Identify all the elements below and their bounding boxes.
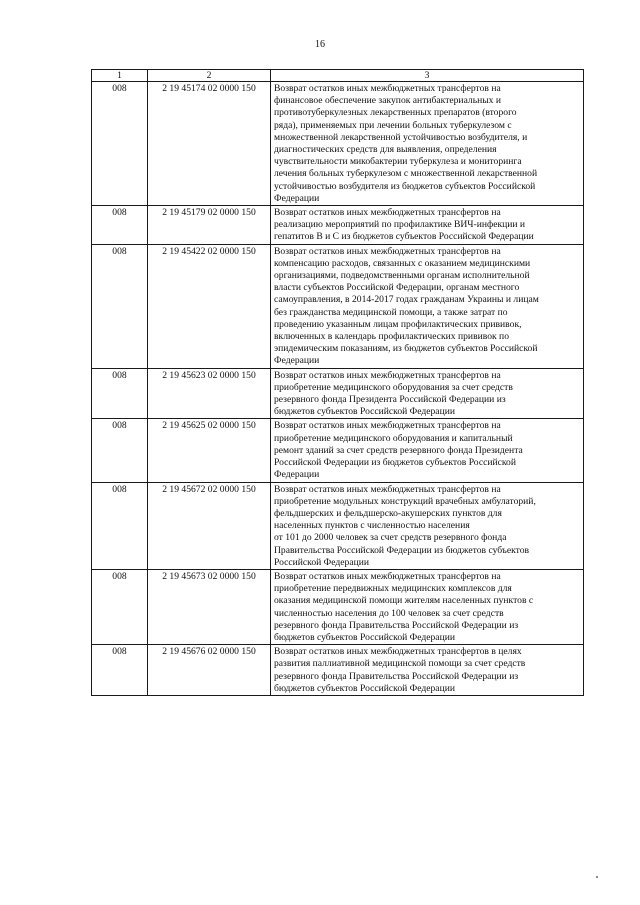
revenue-name-line: Российской Федерации из бюджетов субъектов Российской	[274, 457, 516, 469]
revenue-name-line: Возврат остатков иных межбюджетных трансфертов на	[274, 483, 501, 495]
budget-codes-table	[91, 69, 584, 696]
table-row	[92, 82, 584, 206]
revenue-name-line: компенсацию расходов, связанных с оказанием медицинскими	[274, 257, 531, 269]
revenue-name-cell	[271, 368, 584, 419]
revenue-name-line: развития паллиативной медицинской помощи за счет средств	[274, 658, 526, 670]
revenue-name-line: ряда), применяемых при лечении больных туберкулезом с	[274, 119, 512, 131]
revenue-name-line: Возврат остатков иных межбюджетных трансфертов на	[274, 570, 501, 582]
revenue-name-line: ремонт зданий за счет средств резервного фонда Президента	[274, 444, 523, 456]
revenue-name-line: диагностических средств для выявления, определения	[274, 144, 497, 156]
budget-code-cell: 2 19 45625 02 0000 150	[148, 419, 271, 482]
revenue-name-cell	[271, 244, 584, 368]
revenue-name-line: Возврат остатков иных межбюджетных трансфертов на	[274, 420, 501, 432]
revenue-name-line: Возврат остатков иных межбюджетных трансфертов на	[274, 207, 501, 219]
column-header-1: 1	[92, 70, 148, 82]
budget-code-cell: 2 19 45672 02 0000 150	[148, 482, 271, 569]
revenue-name-line: приобретение передвижных медицинских комплексов для	[274, 583, 512, 595]
revenue-name-line: финансовое обеспечение закупок антибактериальных и	[274, 95, 501, 107]
budget-code-cell: 2 19 45676 02 0000 150	[148, 645, 271, 696]
revenue-name-line: бюджетов субъектов Российской Федерации	[274, 682, 455, 694]
revenue-name-cell	[271, 645, 584, 696]
column-header-3: 3	[271, 70, 584, 82]
chapter-code-cell: 008	[92, 569, 148, 644]
page-number: 16	[315, 39, 325, 50]
budget-code-cell: 2 19 45673 02 0000 150	[148, 569, 271, 644]
revenue-name-line: чувствительности микобактерии туберкулеза и мониторинга	[274, 156, 522, 168]
chapter-code-cell: 008	[92, 206, 148, 245]
revenue-name-cell	[271, 419, 584, 482]
table-row	[92, 419, 584, 482]
revenue-name-line: бюджетов субъектов Российской Федерации	[274, 631, 455, 643]
revenue-name-line: включенных в календарь профилактических прививок по	[274, 331, 509, 343]
revenue-name-line: бюджетов субъектов Российской Федерации	[274, 406, 455, 418]
revenue-name-cell	[271, 82, 584, 206]
revenue-name-cell	[271, 569, 584, 644]
revenue-name-line: резервного фонда Правительства Российской Федерации из	[274, 619, 519, 631]
table-body	[92, 82, 584, 696]
table-row	[92, 244, 584, 368]
chapter-code-cell: 008	[92, 419, 148, 482]
revenue-name-line: гепатитов B и C из бюджетов субъектов Российской Федерации	[274, 231, 534, 243]
revenue-name-line: множественной лекарственной устойчивостью возбудителя, и	[274, 131, 528, 143]
revenue-name-line: самоуправления, в 2014-2017 годах гражданам Украины и лицам	[274, 294, 539, 306]
revenue-name-line: оказания медицинской помощи жителям населенных пунктов с	[274, 595, 534, 607]
table-row	[92, 569, 584, 644]
revenue-name-line: Правительства Российской Федерации из бюджетов субъектов	[274, 544, 530, 556]
budget-code-cell: 2 19 45422 02 0000 150	[148, 244, 271, 368]
revenue-name-line: власти субъектов Российской Федерации, органам местного	[274, 282, 520, 294]
chapter-code-cell: 008	[92, 368, 148, 419]
revenue-name-line: резервного фонда Правительства Российской Федерации из	[274, 670, 519, 682]
revenue-name-line: Федерации	[274, 355, 320, 367]
budget-code-cell: 2 19 45623 02 0000 150	[148, 368, 271, 419]
revenue-name-line: резервного фонда Президента Российской Федерации из	[274, 394, 506, 406]
table-row	[92, 368, 584, 419]
table-header-row	[92, 70, 584, 82]
revenue-name-line: лечения больных туберкулезом с множественной лекарственной	[274, 168, 538, 180]
budget-code-cell: 2 19 45174 02 0000 150	[148, 82, 271, 206]
revenue-name-line: Возврат остатков иных межбюджетных трансфертов на	[274, 369, 501, 381]
revenue-name-line: от 101 до 2000 человек за счет средств резервного фонда	[274, 532, 507, 544]
revenue-name-line: приобретение медицинского оборудования и капитальный	[274, 432, 513, 444]
revenue-name-line: Возврат остатков иных межбюджетных трансфертов на	[274, 83, 501, 94]
revenue-name-line: приобретение модульных конструкций врачебных амбулаторий,	[274, 495, 536, 507]
revenue-name-line: численностью населения до 100 человек за счет средств	[274, 607, 504, 619]
revenue-name-line: Возврат остатков иных межбюджетных трансфертов на	[274, 245, 501, 257]
chapter-code-cell: 008	[92, 82, 148, 206]
chapter-code-cell: 008	[92, 244, 148, 368]
budget-code-cell: 2 19 45179 02 0000 150	[148, 206, 271, 245]
chapter-code-cell: 008	[92, 645, 148, 696]
column-header-2: 2	[148, 70, 271, 82]
table-row	[92, 645, 584, 696]
table-row	[92, 482, 584, 569]
revenue-name-line: Возврат остатков иных межбюджетных трансфертов в целях	[274, 646, 522, 658]
revenue-name-line: населенных пунктов с численностью населения	[274, 520, 470, 532]
scan-mark	[596, 876, 598, 878]
revenue-name-line: фельдшерских и фельдшерско-акушерских пунктов для	[274, 507, 502, 519]
revenue-name-line: реализацию мероприятий по профилактике ВИЧ-инфекции и	[274, 219, 526, 231]
revenue-name-line: организациями, подведомственными органам исполнительной	[274, 270, 530, 282]
revenue-name-line: Российской Федерации	[274, 556, 369, 568]
revenue-name-line: устойчивостью возбудителя из бюджетов субъектов Российской	[274, 180, 536, 192]
revenue-name-line: Федерации	[274, 469, 320, 481]
revenue-name-line: Федерации	[274, 192, 320, 204]
revenue-name-line: приобретение медицинского оборудования за счет средств	[274, 381, 513, 393]
revenue-name-line: эпидемическим показаниям, из бюджетов субъектов Российской	[274, 343, 538, 355]
revenue-name-line: проведению указанным лицам профилактических прививок,	[274, 318, 522, 330]
revenue-name-cell	[271, 206, 584, 245]
chapter-code-cell: 008	[92, 482, 148, 569]
revenue-name-line: противотуберкулезных лекарственных препаратов (второго	[274, 107, 517, 119]
table-row	[92, 206, 584, 245]
revenue-name-cell	[271, 482, 584, 569]
revenue-name-line: без гражданства медицинской помощи, а также затрат по	[274, 306, 508, 318]
